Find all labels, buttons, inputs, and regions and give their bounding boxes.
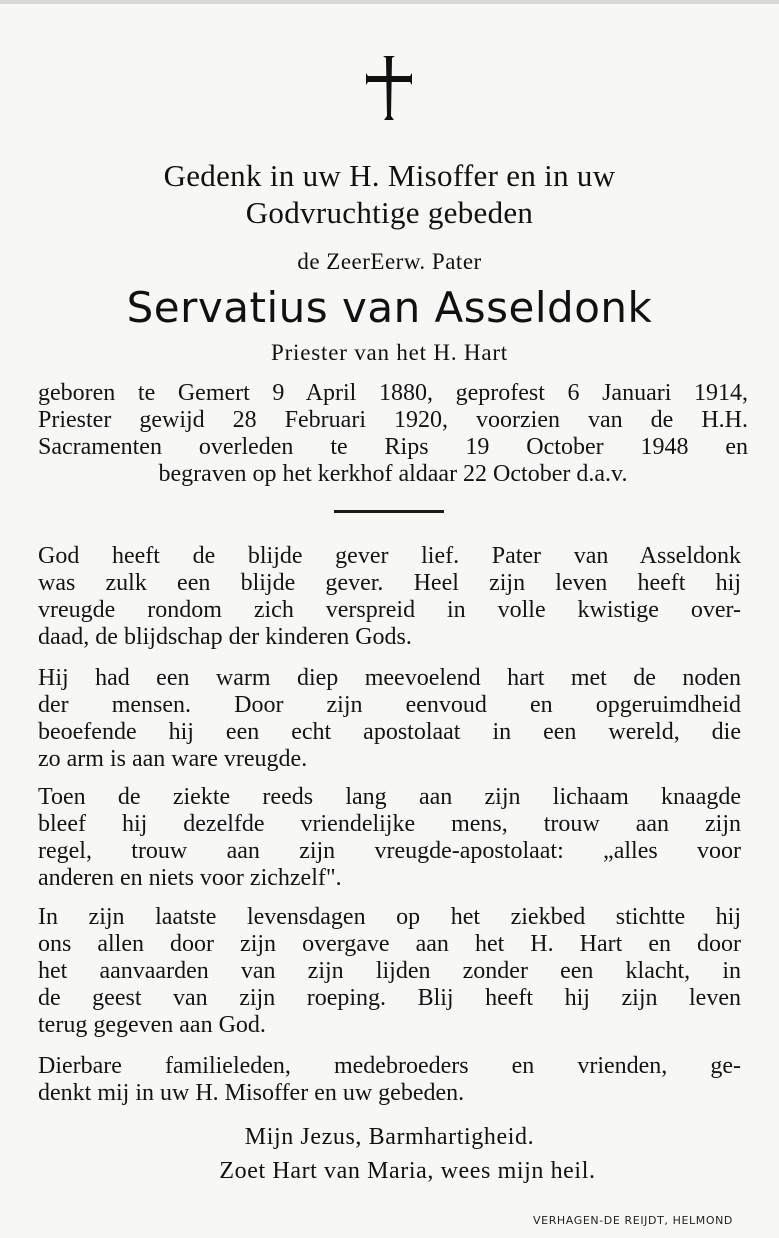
cross-icon xyxy=(366,56,412,122)
paragraph-line: vreugde rondom zich verspreid in volle kwistige over- xyxy=(38,597,741,623)
paragraph-line: de geest van zijn roeping. Blij heeft hij zijn leven xyxy=(38,985,741,1011)
title-prefix: de ZeerEerw. Pater xyxy=(297,249,482,274)
divider xyxy=(334,510,444,513)
intro-line-1: Gedenk in uw H. Misoffer en in uw xyxy=(163,158,616,193)
paragraph-3 xyxy=(38,784,741,892)
paragraph-line: regel, trouw aan zijn vreugde-apostolaat: „alles voor xyxy=(38,838,741,864)
closing-prayer-1: Mijn Jezus, Barmhartigheid. xyxy=(244,1124,535,1150)
printer-imprint: VERHAGEN-DE REIJDT, HELMOND xyxy=(533,1214,733,1227)
paragraph-line: God heeft de blijde gever lief. Pater van Asseldonk xyxy=(38,543,741,569)
paragraph-line: der mensen. Door zijn eenvoud en opgeruimdheid xyxy=(38,692,741,718)
bio-line: geboren te Gemert 9 April 1880, geprofest 6 Januari 1914, xyxy=(38,380,748,406)
paragraph-line: was zulk een blijde gever. Heel zijn leven heeft hij xyxy=(38,570,741,596)
paragraph-line: ons allen door zijn overgave aan het H. Hart en door xyxy=(38,931,741,957)
paragraph-line: Dierbare familieleden, medebroeders en vrienden, ge- xyxy=(38,1053,741,1079)
paragraph-2 xyxy=(38,665,741,773)
paragraph-line: zo arm is aan ware vreugde. xyxy=(38,746,308,772)
deceased-name: Servatius van Asseldonk xyxy=(126,283,653,332)
paragraph-line: het aanvaarden van zijn lijden zonder een klacht, in xyxy=(38,958,741,984)
paragraph-line: terug gegeven aan God. xyxy=(38,1012,266,1038)
closing-prayer-2: Zoet Hart van Maria, wees mijn heil. xyxy=(219,1158,596,1184)
biography xyxy=(38,380,748,488)
paragraph-line: anderen en niets voor zichzelf". xyxy=(38,865,342,891)
bio-line: Priester gewijd 28 Februari 1920, voorzien van de H.H. xyxy=(38,407,748,433)
paragraph-line: Hij had een warm diep meevoelend hart met de noden xyxy=(38,665,741,691)
paragraph-line: Toen de ziekte reeds lang aan zijn lichaam knaagde xyxy=(38,784,741,810)
paragraph-line: denkt mij in uw H. Misoffer en uw gebeden. xyxy=(38,1080,465,1106)
paragraph-line: bleef hij dezelfde vriendelijke mens, trouw aan zijn xyxy=(38,811,741,837)
paragraph-1 xyxy=(38,543,741,651)
paragraph-line: beoefende hij een echt apostolaat in een wereld, die xyxy=(38,719,741,745)
bio-line: begraven op het kerkhof aldaar 22 October d.a.v. xyxy=(158,461,628,487)
paragraph-5 xyxy=(38,1053,741,1107)
deceased-role: Priester van het H. Hart xyxy=(271,340,508,365)
paragraph-line: daad, de blijdschap der kinderen Gods. xyxy=(38,624,412,650)
paragraph-line: In zijn laatste levensdagen op het ziekbed stichtte hij xyxy=(38,904,741,930)
paragraph-4 xyxy=(38,904,741,1039)
intro-line-2: Godvruchtige gebeden xyxy=(245,195,534,230)
bio-line: Sacramenten overleden te Rips 19 October 1948 en xyxy=(38,434,748,460)
